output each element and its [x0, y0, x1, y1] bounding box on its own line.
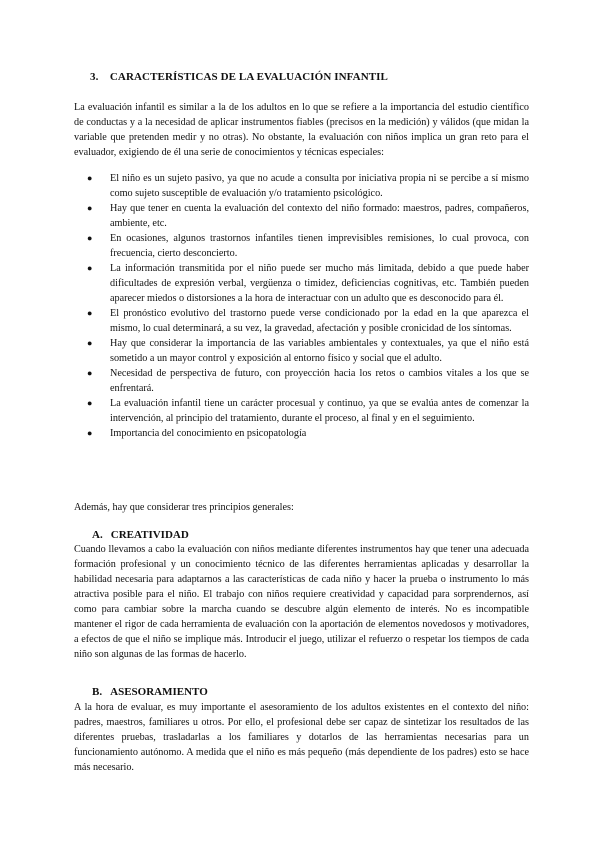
- list-item: ● El niño es un sujeto pasivo, ya que no acude a consulta por iniciativa propia ni se percibe a sí mismo como sujeto susceptible de evaluación y/o tratamiento psicológico.: [87, 173, 529, 199]
- bullet-icon: ●: [87, 428, 93, 438]
- bullet-icon: ●: [87, 263, 93, 273]
- list-item: ● Importancia del conocimiento en psicopatología: [87, 428, 307, 439]
- bullet-icon: ●: [87, 398, 93, 408]
- list-item: ● Hay que tener en cuenta la evaluación del contexto del niño formado: maestros, padres, compañeros, ambiente, etc.: [87, 203, 529, 229]
- principles-intro: Además, hay que considerar tres principios generales:: [74, 502, 294, 513]
- bullet-icon: ●: [87, 203, 93, 213]
- subsection-letter: B.: [92, 686, 103, 698]
- characteristics-list: [74, 171, 529, 441]
- list-item: ● En ocasiones, algunos trastornos infantiles tienen imprevisibles remisiones, lo cual provoca, con frecuencia, cierto desconcierto.: [87, 233, 529, 259]
- advice-paragraph: A la hora de evaluar, es muy importante el asesoramiento de los adultos existentes en el contexto del niño: padres, maestros, familiares u otros. Por ello, el profesional debe ser capaz de sintetizar los resultados de las diferentes pruebas, trasladarlas a los familiares y dotarlos de las herramientas necesarias para un funcionamiento autónomo. A medida que el niño es más pequeño (más dependiente de los padres) esto se hace más necesario.: [74, 702, 529, 773]
- section-title: CARACTERÍSTICAS DE LA EVALUACIÓN INFANTIL: [109, 71, 388, 83]
- bullet-icon: ●: [87, 308, 93, 318]
- intro-paragraph: La evaluación infantil es similar a la de los adultos en lo que se refiere a la importancia del estudio científico de conductas y a la necesidad de aplicar instrumentos fiables (precisos en la medición) y válidos (que midan la variable que pretenden medir y no otras). No obstante, la evaluación con niños implica un gran reto para el evaluador, exigiendo de él una serie de conocimientos y técnicas especiales:: [74, 102, 529, 158]
- list-item: ● El pronóstico evolutivo del trastorno puede verse condicionado por la edad en la que aparezca el mismo, lo cual determinará, a su vez, la gravedad, afectación y posible cronicidad de los síntomas.: [87, 308, 529, 334]
- section-number: 3.: [90, 71, 99, 83]
- list-item: ● Hay que considerar la importancia de las variables ambientales y contextuales, ya que el niño está sometido a un mayor control y exposición al entorno físico y social que el adulto.: [87, 338, 529, 364]
- subsection-title: CREATIVIDAD: [110, 529, 189, 541]
- subsection-title: ASESORAMIENTO: [110, 686, 208, 698]
- subsection-heading-a: [92, 529, 189, 541]
- bullet-icon: ●: [87, 338, 93, 348]
- bullet-icon: ●: [87, 368, 93, 378]
- subsection-letter: A.: [92, 529, 103, 541]
- list-item: ● Necesidad de perspectiva de futuro, con proyección hacia los retos o cambios vitales a los que se enfrentará.: [87, 368, 529, 394]
- list-item: ● La información transmitida por el niño puede ser mucho más limitada, debido a que puede haber dificultades de expresión verbal, vergüenza o timidez, deficiencias cognitivas, etc. También pueden aparecer miedos o distorsiones a la hora de interactuar con un adulto que es desconocido para él.: [87, 263, 529, 304]
- bullet-icon: ●: [87, 173, 93, 183]
- list-item: ● La evaluación infantil tiene un carácter procesual y continuo, ya que se evalúa antes de comenzar la intervención, al principio del tratamiento, durante el proceso, al final y en el seguimiento.: [87, 398, 529, 424]
- subsection-heading-b: [92, 686, 208, 698]
- creativity-paragraph: Cuando llevamos a cabo la evaluación con niños mediante diferentes instrumentos hay que tener una adecuada formación profesional y un conocimiento técnico de las diferentes herramientas aplicadas y desarrollar la habilidad necesaria para adaptarnos a las características de cada niño y hacer la prueba o instrumento lo más atractiva posible para el niño. El trabajo con niños requiere creatividad y capacidad para sorprendernos, así como para cambiar sobre la marcha cuando se descubre algún elemento de interés. No es incompatible mantener el rigor de cada herramienta de evaluación con la aportación de elementos novedosos y motivadores, a efectos de que el niño se implique más. Introducir el juego, utilizar el refuerzo o respetar los tiempos de cada niño son algunas de las formas de hacerlo.: [74, 544, 529, 660]
- section-heading: [90, 71, 388, 83]
- bullet-icon: ●: [87, 233, 93, 243]
